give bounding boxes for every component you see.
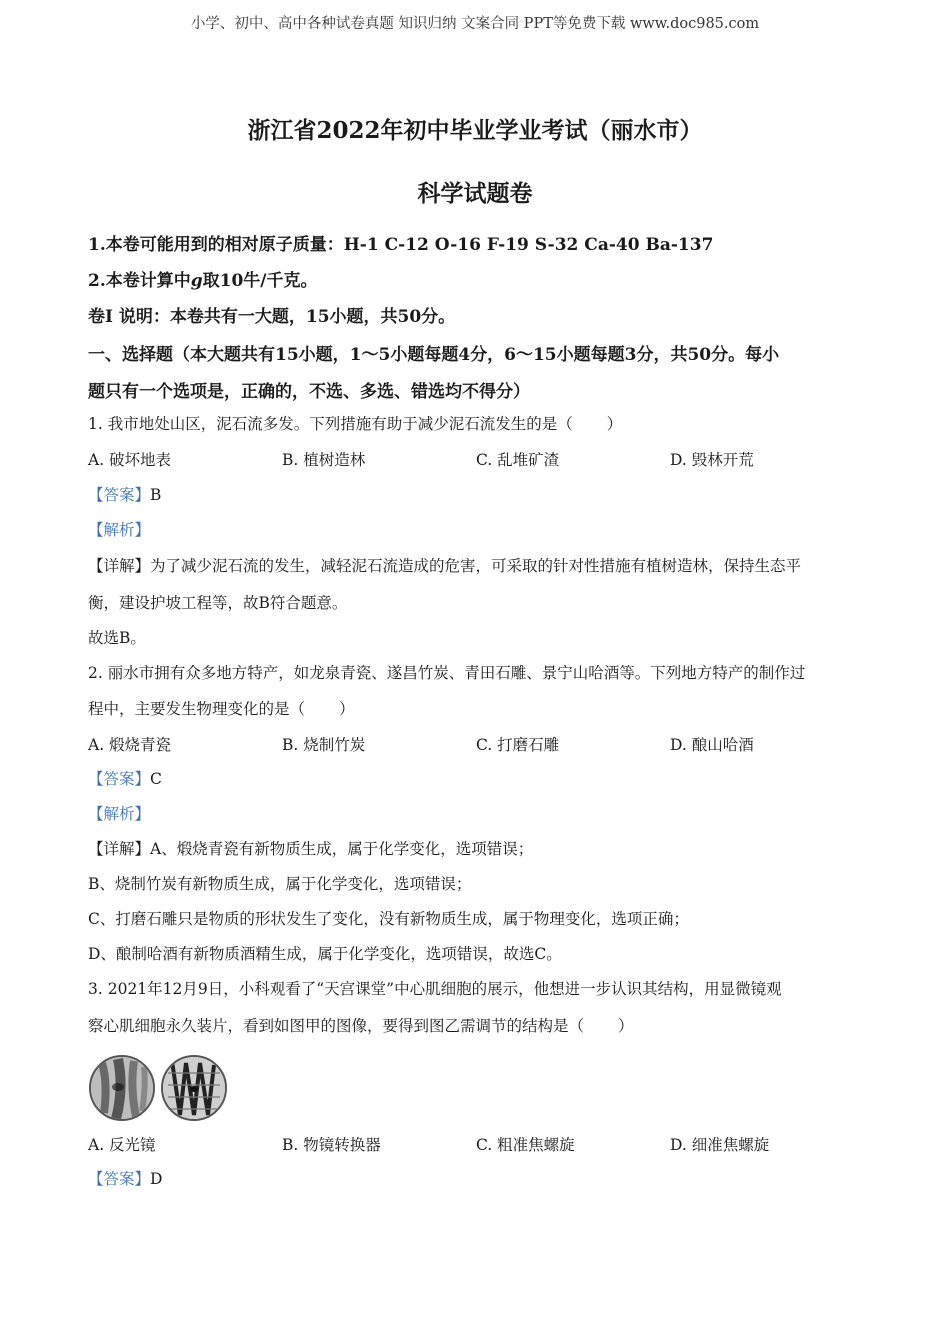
q3-option-b: B. 物镜转换器 [282, 1136, 381, 1154]
answer-tag: 【答案】 [88, 486, 151, 504]
microscope-figures [88, 1053, 248, 1123]
q3-stem-line1: 3. 2021年12月9日，小科观看了“天宫课堂”中心肌细胞的展示，他想进一步认识其结构，用显微镜观 [88, 980, 782, 998]
section-heading-line1: 一、选择题（本大题共有15小题，1～5小题每题4分，6～15小题每题3分，共50分。每小 [88, 345, 780, 365]
q3-answer [88, 1167, 162, 1189]
figure-yi-clear [160, 1053, 230, 1123]
q1-detail-text: 为了减少泥石流的发生，减轻泥石流造成的危害，可采取的针对性措施有植树造林，保持生态平 [150, 557, 802, 575]
q1-option-a: A. 破坏地表 [88, 451, 172, 469]
q2-option-c: C. 打磨石雕 [476, 736, 560, 754]
note-gravity [88, 266, 318, 291]
q2-option-a: A. 煅烧青瓷 [88, 736, 172, 754]
q3-answer-value: D [150, 1170, 163, 1188]
q1-detail-line2: 衡，建设护坡工程等，故B符合题意。 [88, 594, 348, 612]
answer-tag: 【答案】 [88, 770, 151, 788]
exam-subtitle: 科学试题卷 [417, 180, 533, 207]
q1-conclusion: 故选B。 [88, 629, 146, 647]
note-gravity-suffix: 取10牛/千克。 [202, 271, 318, 291]
q2-stem-line2 [88, 697, 355, 719]
note-atomic-mass: 1.本卷可能用到的相对原子质量：H-1 C-12 O-16 F-19 S-32 Ca-40 Ba-137 [88, 235, 714, 255]
q1-detail-line1 [88, 554, 801, 576]
note-gravity-prefix: 2.本卷计算中 [88, 271, 191, 291]
note-volume-one: 卷Ⅰ 说明：本卷共有一大题，15小题，共50分。 [88, 307, 456, 327]
q1-stem-text: 1. 我市地处山区，泥石流多发。下列措施有助于减少泥石流发生的是（ [88, 415, 573, 433]
q2-detail-a [88, 837, 533, 859]
g-symbol: g [190, 271, 203, 291]
q2-detail-b: B、烧制竹炭有新物质生成，属于化学变化，选项错误； [88, 875, 472, 893]
detail-tag: 【详解】 [88, 557, 151, 575]
q1-option-b: B. 植树造林 [282, 451, 366, 469]
q1-analysis-tag: 【解析】 [88, 521, 151, 539]
q1-answer [88, 483, 161, 505]
microscope-view-images [88, 1053, 248, 1123]
q3-stem-close: ） [618, 1017, 634, 1035]
q2-stem-close: ） [339, 700, 355, 718]
q3-stem-text: 察心肌细胞永久装片，看到如图甲的图像，要得到图乙需调节的结构是（ [88, 1017, 585, 1035]
q1-answer-value: B [150, 486, 162, 504]
q1-option-d: D. 毁林开荒 [670, 451, 754, 469]
q2-analysis-tag: 【解析】 [88, 805, 151, 823]
q2-option-b: B. 烧制竹炭 [282, 736, 366, 754]
q2-answer [88, 767, 162, 789]
q2-detail-d: D、酿制哈酒有新物质酒精生成，属于化学变化，选项错误，故选C。 [88, 945, 562, 963]
q3-option-d: D. 细准焦螺旋 [670, 1136, 770, 1154]
q2-stem-text: 程中，主要发生物理变化的是（ [88, 700, 306, 718]
figure-jia-blurry [88, 1053, 158, 1123]
q2-option-d: D. 酿山哈酒 [670, 736, 754, 754]
detail-tag: 【详解】 [88, 840, 151, 858]
q3-option-c: C. 粗准焦螺旋 [476, 1136, 575, 1154]
page-header: 小学、初中、高中各种试卷真题 知识归纳 文案合同 PPT等免费下载 www.doc985.com [190, 16, 760, 32]
q2-detail-c: C、打磨石雕只是物质的形状发生了变化，没有新物质生成，属于物理变化，选项正确； [88, 910, 689, 928]
answer-tag: 【答案】 [88, 1170, 151, 1188]
q2-answer-value: C [150, 770, 162, 788]
q2-detail-a-text: A、煅烧青瓷有新物质生成，属于化学变化，选项错误； [150, 840, 534, 858]
q3-stem-line2 [88, 1014, 634, 1036]
section-heading-line2: 题只有一个选项是，正确的，不选、多选、错选均不得分） [88, 382, 530, 402]
q3-option-a: A. 反光镜 [88, 1136, 156, 1154]
q1-stem-close: ） [606, 415, 623, 433]
q1-option-c: C. 乱堆矿渣 [476, 451, 560, 469]
q2-stem-line1: 2. 丽水市拥有众多地方特产，如龙泉青瓷、遂昌竹炭、青田石雕、景宁山哈酒等。下列地方特产的制作过 [88, 664, 806, 682]
q1-stem [88, 412, 622, 434]
exam-title: 浙江省2022年初中毕业学业考试（丽水市） [247, 117, 703, 144]
